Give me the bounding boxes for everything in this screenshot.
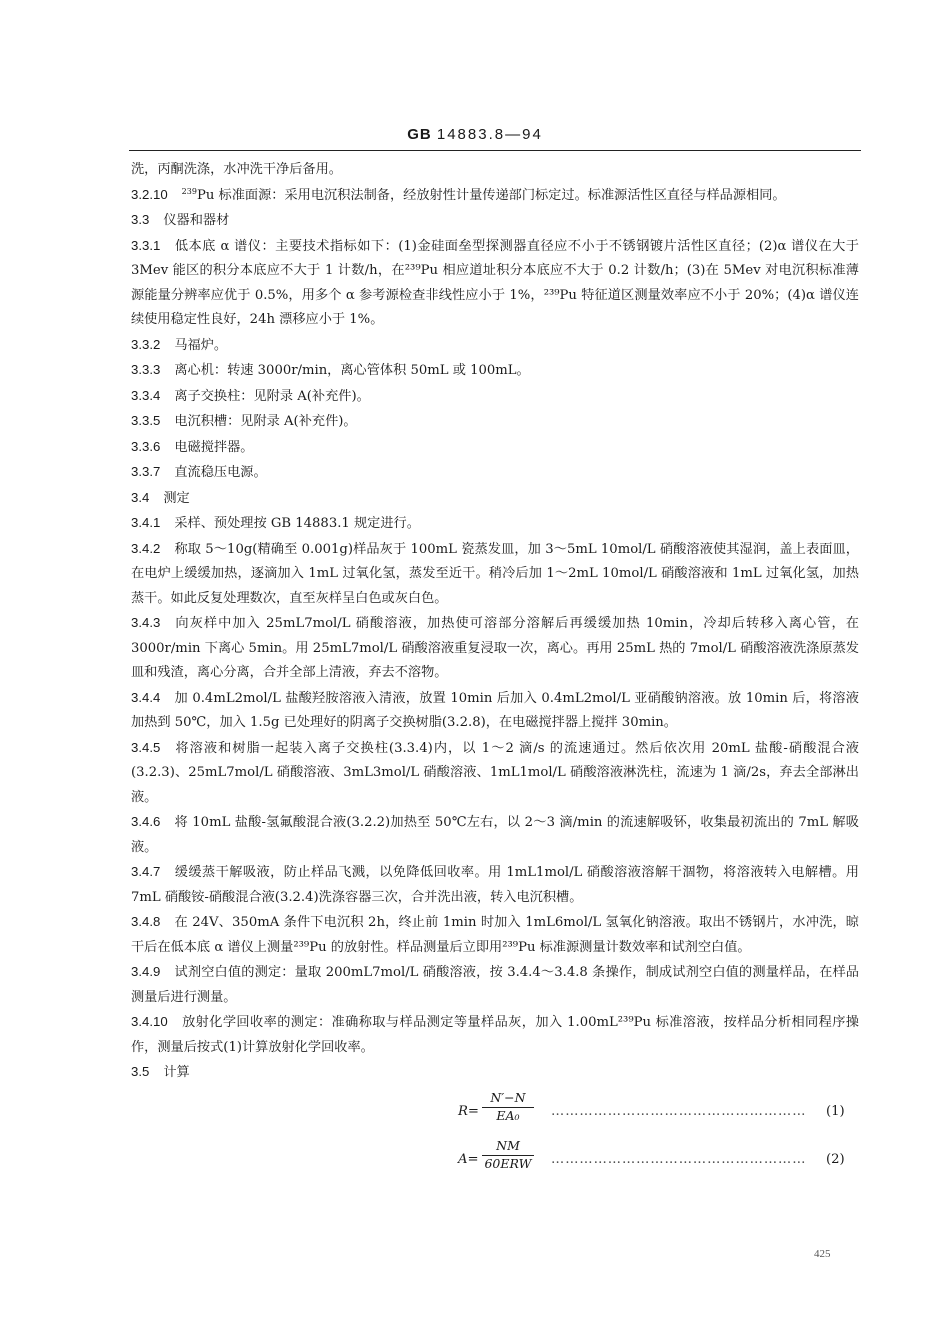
paragraph: 3.3.2 马福炉。	[131, 336, 228, 353]
paragraph: 3.4.5 将溶液和树脂一起装入离子交换柱(3.3.4)内，以 1～2 滴/s 的流速通过。然后依次用 20mL 盐酸-硝酸混合液(3.2.3)、25mL7mol/L 硝酸溶液、3mL3mol/L 硝酸溶液、1mL1mol/L 硝酸溶液淋洗柱，流速为 1 滴/2s，弃去全部淋出液。	[131, 739, 859, 805]
leader-dots: ………………………………………………	[551, 1103, 807, 1119]
paragraph: 3.3.1 低本底 α 谱仪：主要技术指标如下：(1)金硅面垒型探测器直径应不小于不锈钢镀片活性区直径；(2)α 谱仪在大于 3Mev 能区的积分本底应不大于 1 计数/h，在²³⁹Pu 相应道址积分本底应不大于 0.2 计数/h；(3)在 5Mev 对电沉积标准薄源能量分辨率应优于 0.5%，用多个 α 参考源检查非线性应小于 1%，²³⁹Pu 特征道区测量效率应不小于 20%；(4)α 谱仪连续使用稳定性良好，24h 漂移应小于 1%。	[131, 237, 859, 327]
section-heading: 3.3 仪器和器材	[131, 212, 230, 228]
formula-numerator: NM	[482, 1138, 534, 1156]
paragraph: 3.3.7 直流稳压电源。	[131, 464, 267, 480]
paragraph: 3.4.7 缓缓蒸干解吸液，防止样品飞溅，以免降低回收率。用 1mL1mol/L 硝酸溶液溶解干涸物，将溶液转入电解槽。用 7mL 硝酸铵-硝酸混合液(3.2.4)洗涤容器三次，合并洗出液，转入电沉积槽。	[131, 864, 859, 905]
paragraph: 3.4.10 放射化学回收率的测定：准确称取与样品测定等量样品灰，加入 1.00mL²³⁹Pu 标准溶液，按样品分析相同程序操作，测量后按式(1)计算放射化学回收率。	[131, 1014, 859, 1055]
paragraph: 3.2.10 $^{239}$Pu 标准面源：采用电沉积法制备，经放射性计量传递部门标定过。标准源活性区直径与样品源相同。	[131, 186, 786, 203]
paragraph: 3.4.3 向灰样中加入 25mL7mol/L 硝酸溶液，加热使可溶部分溶解后再缓缓加热 10min，冷却后转移入离心管，在 3000r/min 下离心 5min。用 25mL7mol/L 硝酸溶液重复浸取一次，离心。再用 25mL 热的 7mol/L 硝酸溶液洗涤原蒸发皿和残渣，离心分离，合并全部上清液，弃去不溶物。	[131, 615, 859, 680]
page-number: 425	[814, 1248, 831, 1260]
paragraph: 3.3.3 离心机：转速 3000r/min，离心管体积 50mL 或 100mL。	[131, 362, 530, 378]
formula-2	[131, 1138, 859, 1182]
formula-fraction	[482, 1138, 534, 1172]
header-rule	[129, 150, 861, 151]
formula-1	[131, 1090, 859, 1134]
page-header	[0, 126, 950, 143]
formula-denominator: 60ERW	[484, 1155, 532, 1171]
formula-lhs: A=	[458, 1151, 479, 1167]
formula-fraction	[482, 1090, 534, 1124]
section-heading: 3.4 测定	[131, 489, 190, 506]
paragraph: 3.4.6 将 10mL 盐酸-氢氟酸混合液(3.2.2)加热至 50℃左右，以 2～3 滴/min 的流速解吸钚，收集最初流出的 7mL 解吸液。	[131, 814, 859, 855]
standard-prefix: GB	[407, 126, 432, 143]
equation-number: (2)	[826, 1151, 845, 1167]
paragraph: 洗，丙酮洗涤，水冲洗干净后备用。	[131, 162, 342, 177]
formula-numerator: N′−N	[482, 1090, 534, 1108]
standard-number: 14883.8—94	[436, 126, 543, 143]
paragraph: 3.4.9 试剂空白值的测定：量取 200mL7mol/L 硝酸溶液，按 3.4.4～3.4.8 条操作，制成试剂空白值的测量样品，在样品测量后进行测量。	[131, 964, 859, 1005]
paragraph: 3.4.4 加 0.4mL2mol/L 盐酸羟胺溶液入清液，放置 10min 后加入 0.4mL2mol/L 亚硝酸钠溶液。放 10min 后，将溶液加热到 50℃，加入 1.5g 已处理好的阴离子交换树脂(3.2.8)，在电磁搅拌器上搅拌 30min。	[131, 689, 859, 730]
formula-lhs: R=	[458, 1103, 479, 1119]
section-heading: 3.5 计算	[131, 1064, 190, 1080]
paragraph: 3.3.5 电沉积槽：见附录 A(补充件)。	[131, 413, 357, 429]
paragraph: 3.4.1 采样、预处理按 GB 14883.1 规定进行。	[131, 515, 420, 531]
formula-denominator: EA₀	[496, 1107, 520, 1123]
equation-number: (1)	[826, 1103, 845, 1119]
paragraph: 3.3.6 电磁搅拌器。	[131, 438, 254, 455]
document-body	[131, 158, 859, 1182]
paragraph: 3.4.8 在 24V、350mA 条件下电沉积 2h，终止前 1min 时加入 1mL6mol/L 氢氧化钠溶液。取出不锈钢片，水冲洗，晾干后在低本底 α 谱仪上测量²³⁹Pu 的放射性。样品测量后立即用²³⁹Pu 标准源测量计数效率和试剂空白值。	[131, 914, 859, 955]
leader-dots: ………………………………………………	[551, 1151, 807, 1167]
paragraph: 3.4.2 称取 5～10g(精确至 0.001g)样品灰于 100mL 瓷蒸发皿，加 3～5mL 10mol/L 硝酸溶液使其湿润，盖上表面皿，在电炉上缓缓加热，逐滴加入 1mL 过氧化氢，蒸发至近干。稍冷后加 1～2mL 10mol/L 硝酸溶液和 1mL 过氧化氢，加热蒸干。如此反复处理数次，直至灰样呈白色或灰白色。	[131, 540, 859, 606]
paragraph: 3.3.4 离子交换柱：见附录 A(补充件)。	[131, 387, 370, 404]
